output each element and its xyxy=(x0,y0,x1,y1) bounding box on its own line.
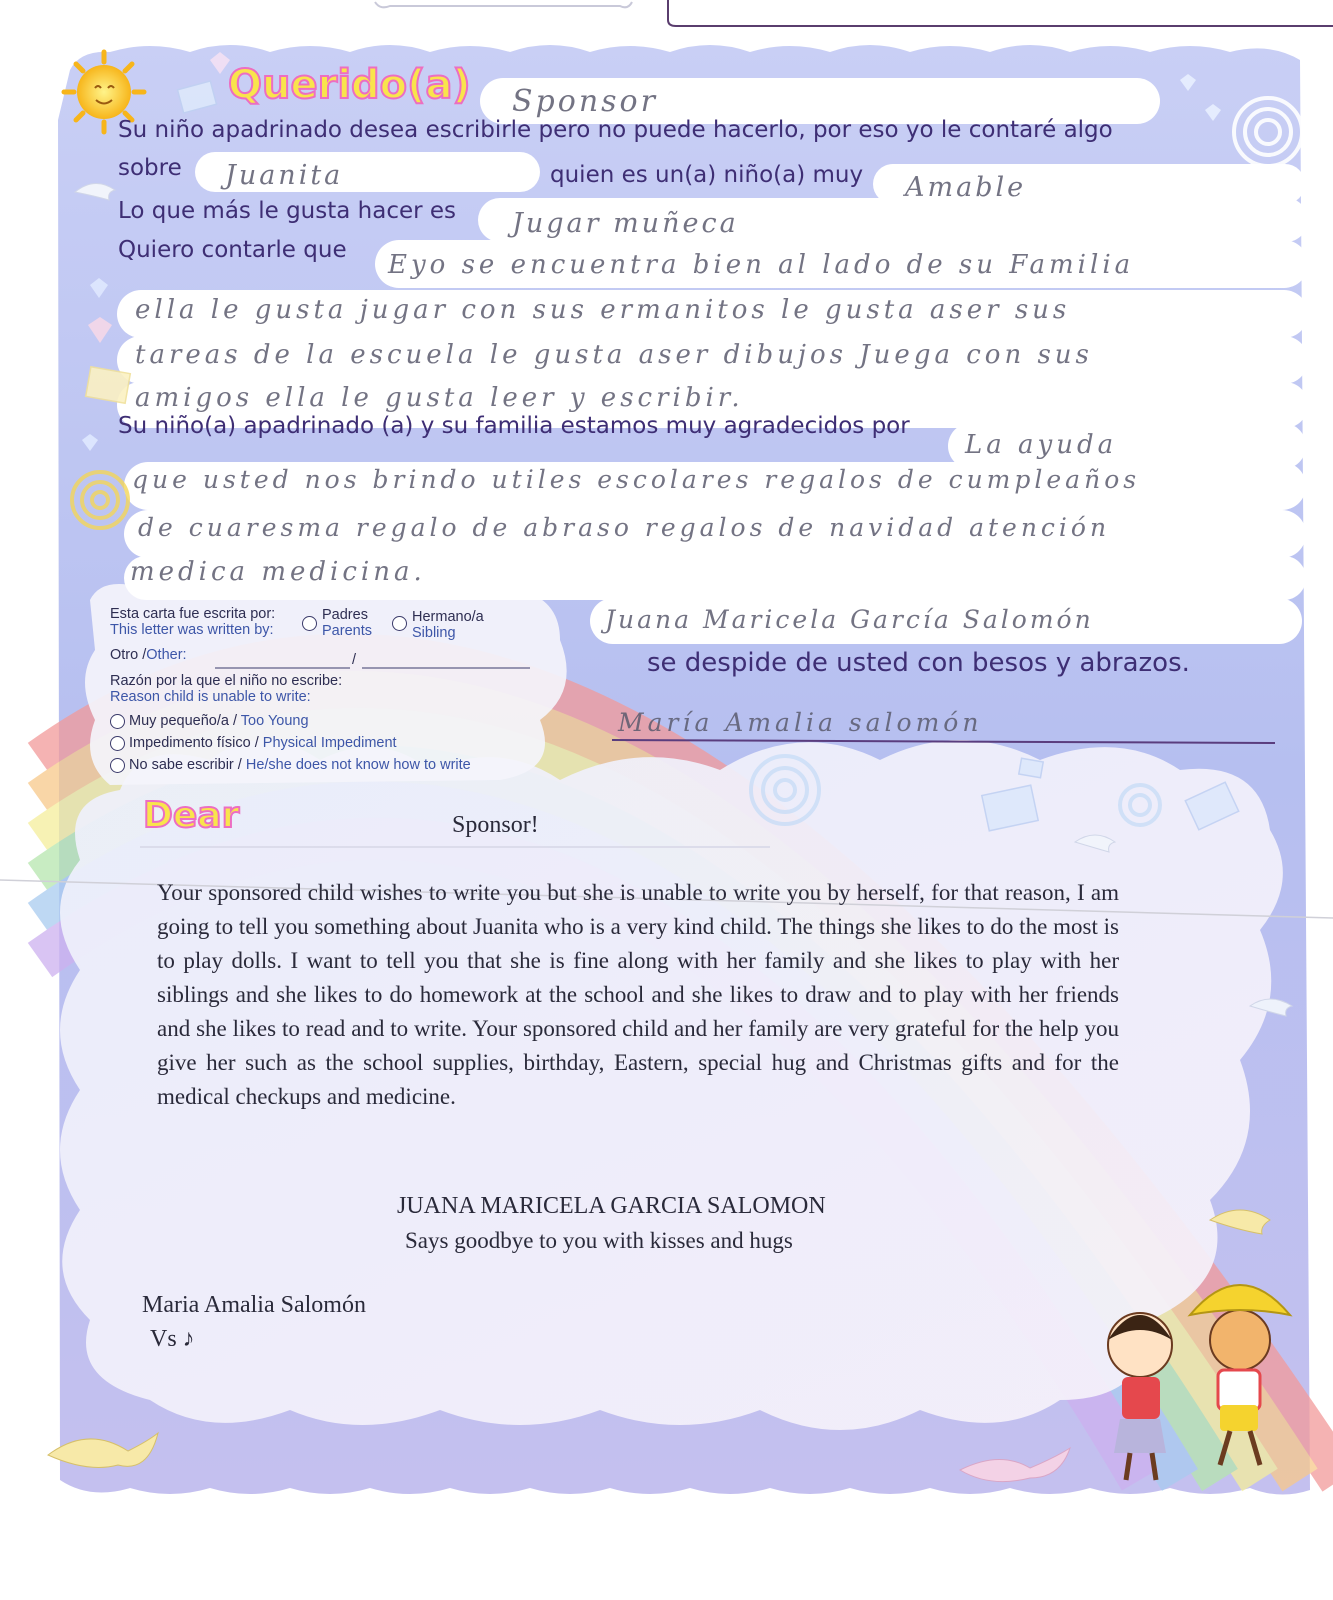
parents-label-en: Parents xyxy=(322,623,372,639)
reason-physical-impediment[interactable]: Impedimento físico / Physical Impediment xyxy=(110,735,397,751)
parents-label-es: Padres xyxy=(322,607,368,623)
other-label: Otro /Other: xyxy=(110,647,187,663)
line-intro: Su niño apadrinado desea escribirle pero no puede hacerlo, por eso yo le contaré algo xyxy=(118,117,1113,143)
handwritten-grateful-line: medica medicina. xyxy=(130,557,426,587)
other-slash: / xyxy=(352,652,357,668)
option-sibling[interactable] xyxy=(392,608,411,631)
handwritten-grateful-line: de cuaresma regalo de abraso regalos de navidad atención xyxy=(138,513,1111,542)
label-despide: se despide de usted con besos y abrazos. xyxy=(647,648,1190,678)
written-by-en: This letter was written by: xyxy=(110,622,274,638)
label-sobre: sobre xyxy=(118,155,182,181)
sibling-label-es: Hermano/a xyxy=(412,609,484,625)
handwritten-likes: Jugar muñeca xyxy=(512,208,739,239)
heading-dear: Dear xyxy=(143,795,240,836)
parents-radio[interactable] xyxy=(302,616,317,631)
handwritten-adjective: Amable xyxy=(905,172,1027,203)
cannot-write-radio[interactable] xyxy=(110,758,125,773)
handwritten-signature: María Amalia salomón xyxy=(618,708,983,737)
translator-initials: Vs ♪ xyxy=(150,1326,195,1352)
option-parents[interactable] xyxy=(302,608,321,631)
handwritten-sponsor: Sponsor xyxy=(512,84,658,119)
handwritten-story-line: amigos ella le gusta leer y escribir. xyxy=(135,383,744,413)
written-by-es: Esta carta fue escrita por: xyxy=(110,606,276,622)
reason-es: Razón por la que el niño no escribe: xyxy=(110,673,343,689)
translation-salutation: Sponsor! xyxy=(452,812,539,838)
too-young-radio[interactable] xyxy=(110,714,125,729)
sibling-radio[interactable] xyxy=(392,616,407,631)
handwritten-grateful-line: que usted nos brindo utiles escolares regalos de cumpleaños xyxy=(132,465,1141,494)
label-quien-es: quien es un(a) niño(a) muy xyxy=(550,162,864,188)
heading-querido: Querido(a) xyxy=(228,62,471,108)
label-quiero: Quiero contarle que xyxy=(118,237,347,263)
label-agradecidos: Su niño(a) apadrinado (a) y su familia estamos muy agradecidos por xyxy=(118,413,910,439)
reason-too-young[interactable]: Muy pequeño/a / Too Young xyxy=(110,713,309,729)
handwritten-story-line: Eyo se encuentra bien al lado de su Familia xyxy=(388,250,1135,280)
translator-name: Maria Amalia Salomón xyxy=(142,1292,366,1318)
handwritten-story-line: ella le gusta jugar con sus ermanitos le gusta aser sus xyxy=(135,295,1071,325)
reason-cannot-write[interactable]: No sabe escribir / He/she does not know how to write xyxy=(110,757,471,773)
translation-goodbye: Says goodbye to you with kisses and hugs xyxy=(405,1228,793,1253)
reason-en: Reason child is unable to write: xyxy=(110,689,311,705)
handwritten-child-name: Juanita xyxy=(225,160,344,191)
translation-paragraph: Your sponsored child wishes to write you but she is unable to write you by herself, for that reason, I am going to tell you something about Juanita who is a very kind child. The things she likes to do the most is to play dolls. I want to tell you that she is fine along with her family and she likes to play with her siblings and she likes to do homework at the school and she likes to draw and to play with her friends and she likes to read and to write. Your sponsored child and her family are very grateful for the help you give her such as the school supplies, birthday, Eastern, special hug and Christmas gifts and for the medical checkups and medicine. xyxy=(157,880,1119,1109)
handwritten-writer-name: Juana Maricela García Salomón xyxy=(605,605,1094,634)
translation-writer: JUANA MARICELA GARCIA SALOMON xyxy=(397,1193,826,1219)
handwritten-story-line: tareas de la escuela le gusta aser dibujos Juega con sus xyxy=(135,340,1093,370)
label-lo-que: Lo que más le gusta hacer es xyxy=(118,198,457,224)
physical-impediment-radio[interactable] xyxy=(110,736,125,751)
sibling-label-en: Sibling xyxy=(412,625,456,641)
handwritten-grateful-start: La ayuda xyxy=(965,430,1118,460)
